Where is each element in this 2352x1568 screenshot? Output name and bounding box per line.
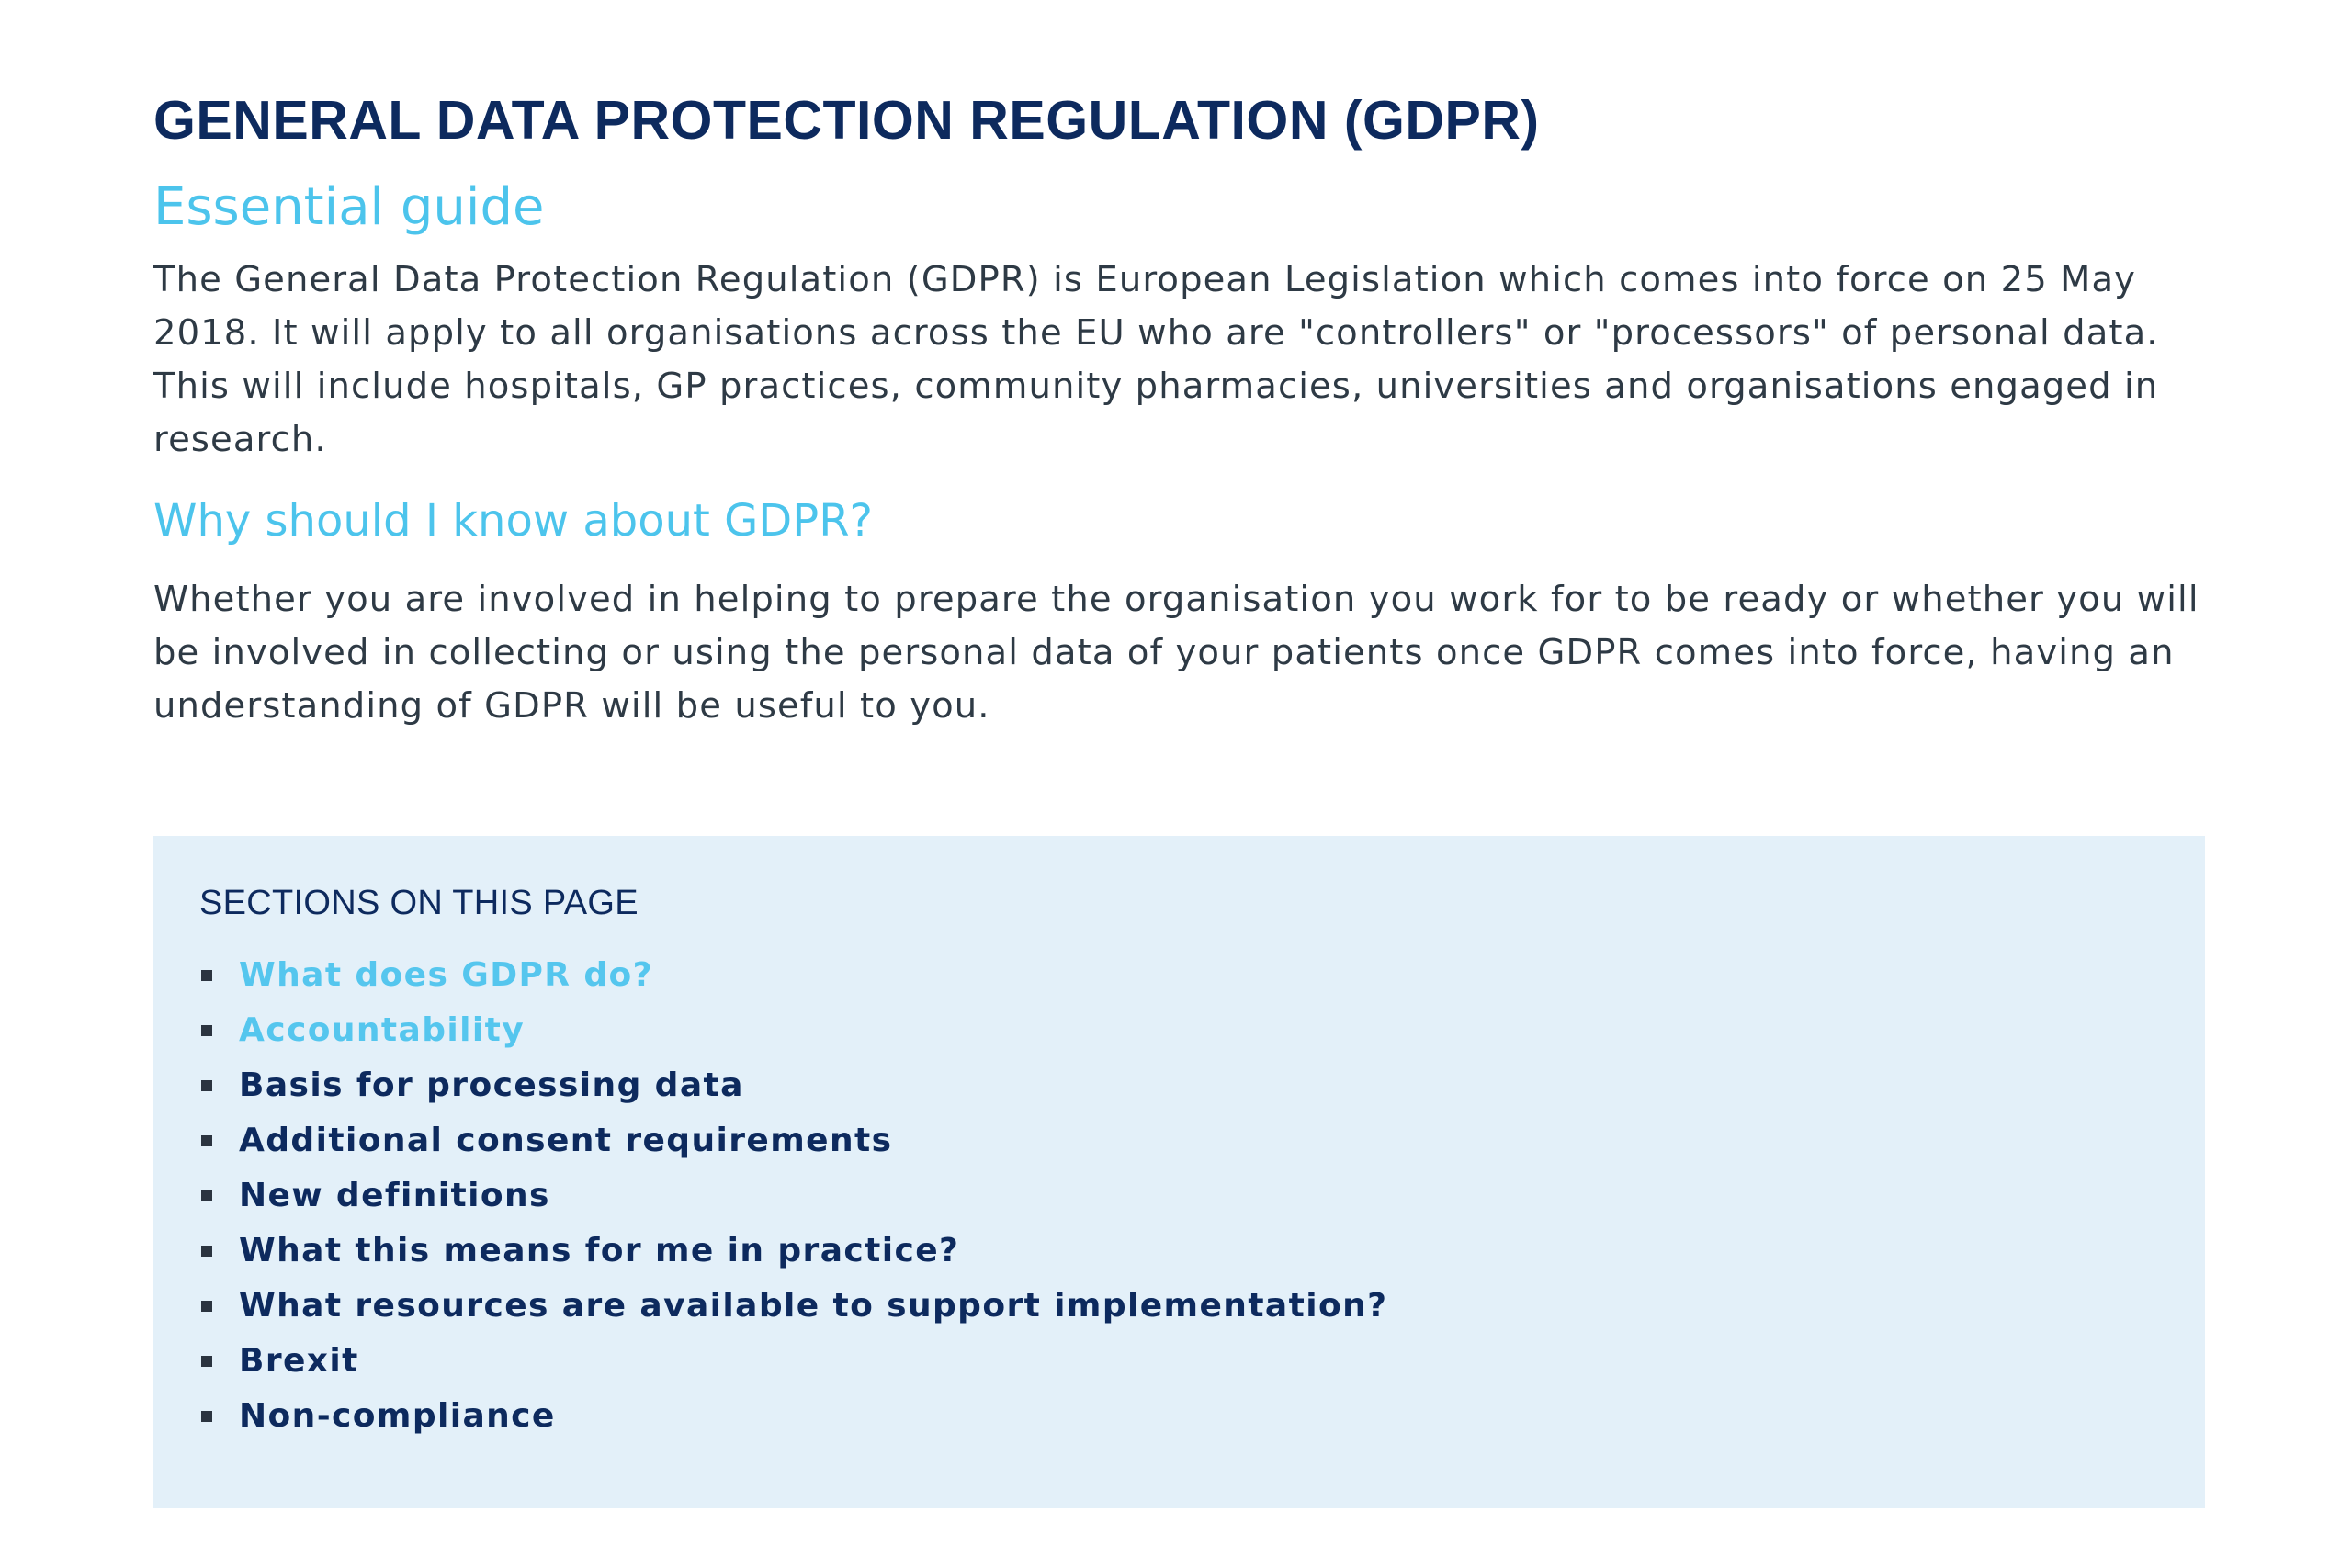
sections-list bbox=[199, 948, 1387, 1444]
sections-heading: SECTIONS ON THIS PAGE bbox=[199, 884, 639, 922]
section-label-resources: What resources are available to support implementation? bbox=[239, 1287, 1388, 1325]
sections-panel bbox=[153, 836, 2205, 1508]
square-bullet-icon bbox=[201, 1190, 212, 1201]
section-item-new-definitions bbox=[199, 1168, 1387, 1224]
square-bullet-icon bbox=[201, 970, 212, 981]
why-paragraph: Whether you are involved in helping to prepare the organisation you work for to be ready or whether you will be involved in collecting or using the personal data of your patients once GDPR comes into force, having an understanding of GDPR will be useful to you. bbox=[153, 579, 2199, 727]
section-item-what-does-gdpr-do[interactable] bbox=[199, 948, 1387, 1003]
section-item-accountability[interactable] bbox=[199, 1003, 1387, 1058]
section-label-in-practice: What this means for me in practice? bbox=[239, 1232, 960, 1269]
section-label-additional-consent: Additional consent requirements bbox=[239, 1122, 893, 1159]
section-label-brexit: Brexit bbox=[239, 1342, 359, 1380]
main-content bbox=[153, 85, 2211, 733]
page-subtitle: Essential guide bbox=[153, 177, 545, 237]
square-bullet-icon bbox=[201, 1025, 212, 1036]
intro-paragraph: The General Data Protection Regulation (GDPR) is European Legislation which comes into force on 25 May 2018. It will apply to all organisations across the EU who are "controllers" or "processors" of personal data. This will include hospitals, GP practices, community pharmacies, universities and organisations engaged in research. bbox=[153, 259, 2159, 460]
square-bullet-icon bbox=[201, 1411, 212, 1422]
section-link-accountability[interactable]: Accountability bbox=[239, 1011, 526, 1049]
square-bullet-icon bbox=[201, 1080, 212, 1091]
square-bullet-icon bbox=[201, 1356, 212, 1367]
section-item-resources bbox=[199, 1279, 1387, 1334]
section-item-non-compliance bbox=[199, 1389, 1387, 1444]
square-bullet-icon bbox=[201, 1135, 212, 1146]
section-label-new-definitions: New definitions bbox=[239, 1177, 550, 1214]
section-item-in-practice bbox=[199, 1224, 1387, 1279]
section-item-basis-for-processing bbox=[199, 1058, 1387, 1113]
square-bullet-icon bbox=[201, 1301, 212, 1312]
section-label-non-compliance: Non-compliance bbox=[239, 1397, 556, 1435]
section-link-what-does-gdpr-do[interactable]: What does GDPR do? bbox=[239, 956, 653, 994]
page-title: GENERAL DATA PROTECTION REGULATION (GDPR) bbox=[153, 90, 1540, 151]
section-label-basis-for-processing: Basis for processing data bbox=[239, 1066, 744, 1104]
section-item-brexit bbox=[199, 1334, 1387, 1389]
section-item-additional-consent bbox=[199, 1113, 1387, 1168]
why-heading: Why should I know about GDPR? bbox=[153, 495, 874, 547]
square-bullet-icon bbox=[201, 1246, 212, 1257]
